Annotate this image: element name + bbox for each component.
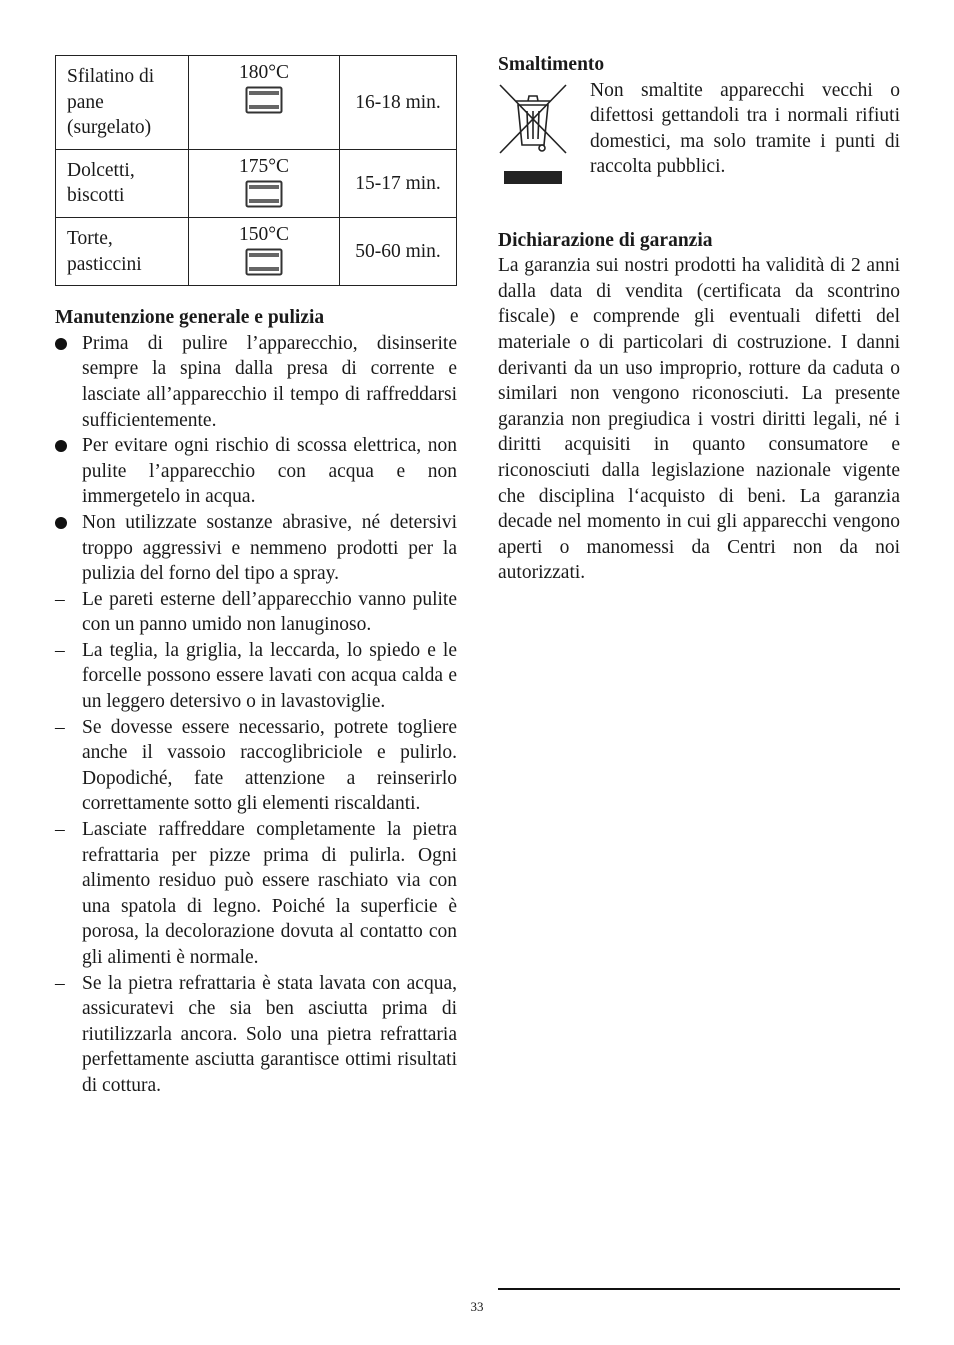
table-row <box>56 149 457 217</box>
footer-rule <box>498 1288 900 1290</box>
dash-marker: – <box>55 588 65 610</box>
maintenance-list <box>55 331 457 1099</box>
oven-top-bottom-heat-icon <box>245 86 283 114</box>
dash-marker: – <box>55 972 65 994</box>
list-item <box>55 817 457 971</box>
bullet-icon <box>55 331 75 358</box>
list-item <box>55 587 457 638</box>
food-cell: Dolcetti, biscotti <box>56 149 189 217</box>
time-cell: 16-18 min. <box>340 56 457 150</box>
dash-marker: – <box>55 639 65 661</box>
time-cell: 50-60 min. <box>340 217 457 285</box>
oven-top-bottom-heat-icon <box>245 248 283 276</box>
time-cell: 15-17 min. <box>340 149 457 217</box>
disposal-block <box>498 78 900 218</box>
list-item-text: Per evitare ogni rischio di scossa elettrica, non pulite l’apparecchio con acqua e non immergetelo in acqua. <box>82 435 457 508</box>
temperature-value: 150°C <box>238 223 290 245</box>
list-item <box>55 331 457 433</box>
table-row <box>56 217 457 285</box>
list-item <box>55 433 457 510</box>
bullet-icon <box>55 433 75 460</box>
temperature-cell <box>189 56 340 150</box>
left-column <box>55 55 457 1099</box>
oven-top-bottom-heat-icon <box>245 180 283 208</box>
list-item-text: Prima di pulire l’apparecchio, disinserite sempre la spina dalla presa di corrente e lasciate all’apparecchio il tempo di raffreddarsi sufficientemente. <box>82 332 457 431</box>
temperature-cell <box>189 149 340 217</box>
temperature-value: 175°C <box>238 155 290 177</box>
warranty-text: La garanzia sui nostri prodotti ha validità di 2 anni dalla data di vendita (certificata da scontrino fiscale) e comprende gli eventuali difetti del materiale o di particolari di costruzione. I danni derivanti da un uso improprio, rotture da caduta o similari non vengono riconosciuti. La presente garanzia non pregiudica i vostri diritti legali, né i diritti acquisiti in quanto consumatore e riconosciuti dalla legislazione nazionale vigente che disciplina l‘acquisto di beni. La garanzia decade nel momento in cui gli apparecchi vengono aperti o manomessi da Centri non da noi autorizzati. <box>498 255 900 584</box>
bullet-icon <box>55 510 75 537</box>
maintenance-title: Manutenzione generale e pulizia <box>55 307 325 329</box>
table-row <box>56 56 457 150</box>
list-item <box>55 715 457 817</box>
disposal-text: Non smaltite apparecchi vecchi o difettosi gettandoli tra i normali rifiuti domestici, ma solo tramite i punti di raccolta pubblici. <box>590 79 900 178</box>
disposal-title: Smaltimento <box>498 54 605 75</box>
temperature-value: 180°C <box>238 62 290 83</box>
food-cell: Torte, pasticcini <box>56 217 189 285</box>
list-item-text: Se la pietra refrattaria è stata lavata con acqua, assicuratevi che sia ben asciutta prima di riutilizzarla ancora. Solo una pietra refrattaria perfettamente asciutta garantisce ottimi risultati di cottura. <box>82 972 457 1096</box>
list-item-text: Lasciate raffreddare completamente la pietra refrattaria per pizze prima di pulirla. Ogni alimento residuo può essere raschiato via con una spatola di legno. Poiché la superficie è porosa, la decolorazione dovuta al contatto con gli alimenti è normale. <box>82 819 457 968</box>
crossed-out-wheelie-bin-icon <box>498 83 568 187</box>
cooking-table <box>55 55 457 286</box>
warranty-title: Dichiarazione di garanzia <box>498 229 713 251</box>
temperature-cell <box>189 217 340 285</box>
list-item-text: Le pareti esterne dell’apparecchio vanno pulite con un panno umido non lanuginoso. <box>82 588 457 636</box>
list-item-text: Se dovesse essere necessario, potrete togliere anche il vassoio raccoglibriciole e pulirlo. Dopodiché, fate attenzione a reinserirlo correttamente sotto gli elementi riscaldanti. <box>82 716 457 815</box>
food-cell: Sfilatino di pane (surgelato) <box>56 56 189 150</box>
dash-marker: – <box>55 716 65 738</box>
list-item <box>55 971 457 1099</box>
list-item <box>55 510 457 587</box>
list-item-text: Non utilizzate sostanze abrasive, né detersivi troppo aggressivi e nemmeno prodotti per la pulizia del forno del tipo a spray. <box>82 511 457 585</box>
list-item-text: La teglia, la griglia, la leccarda, lo spiedo e le forcelle possono essere lavati con acqua calda e un leggero detersivo o in lavastoviglie. <box>82 639 457 713</box>
dash-marker: – <box>55 819 65 841</box>
right-column <box>498 50 900 586</box>
page-number: 33 <box>470 1299 484 1314</box>
warranty-section <box>498 228 900 586</box>
list-item <box>55 638 457 715</box>
